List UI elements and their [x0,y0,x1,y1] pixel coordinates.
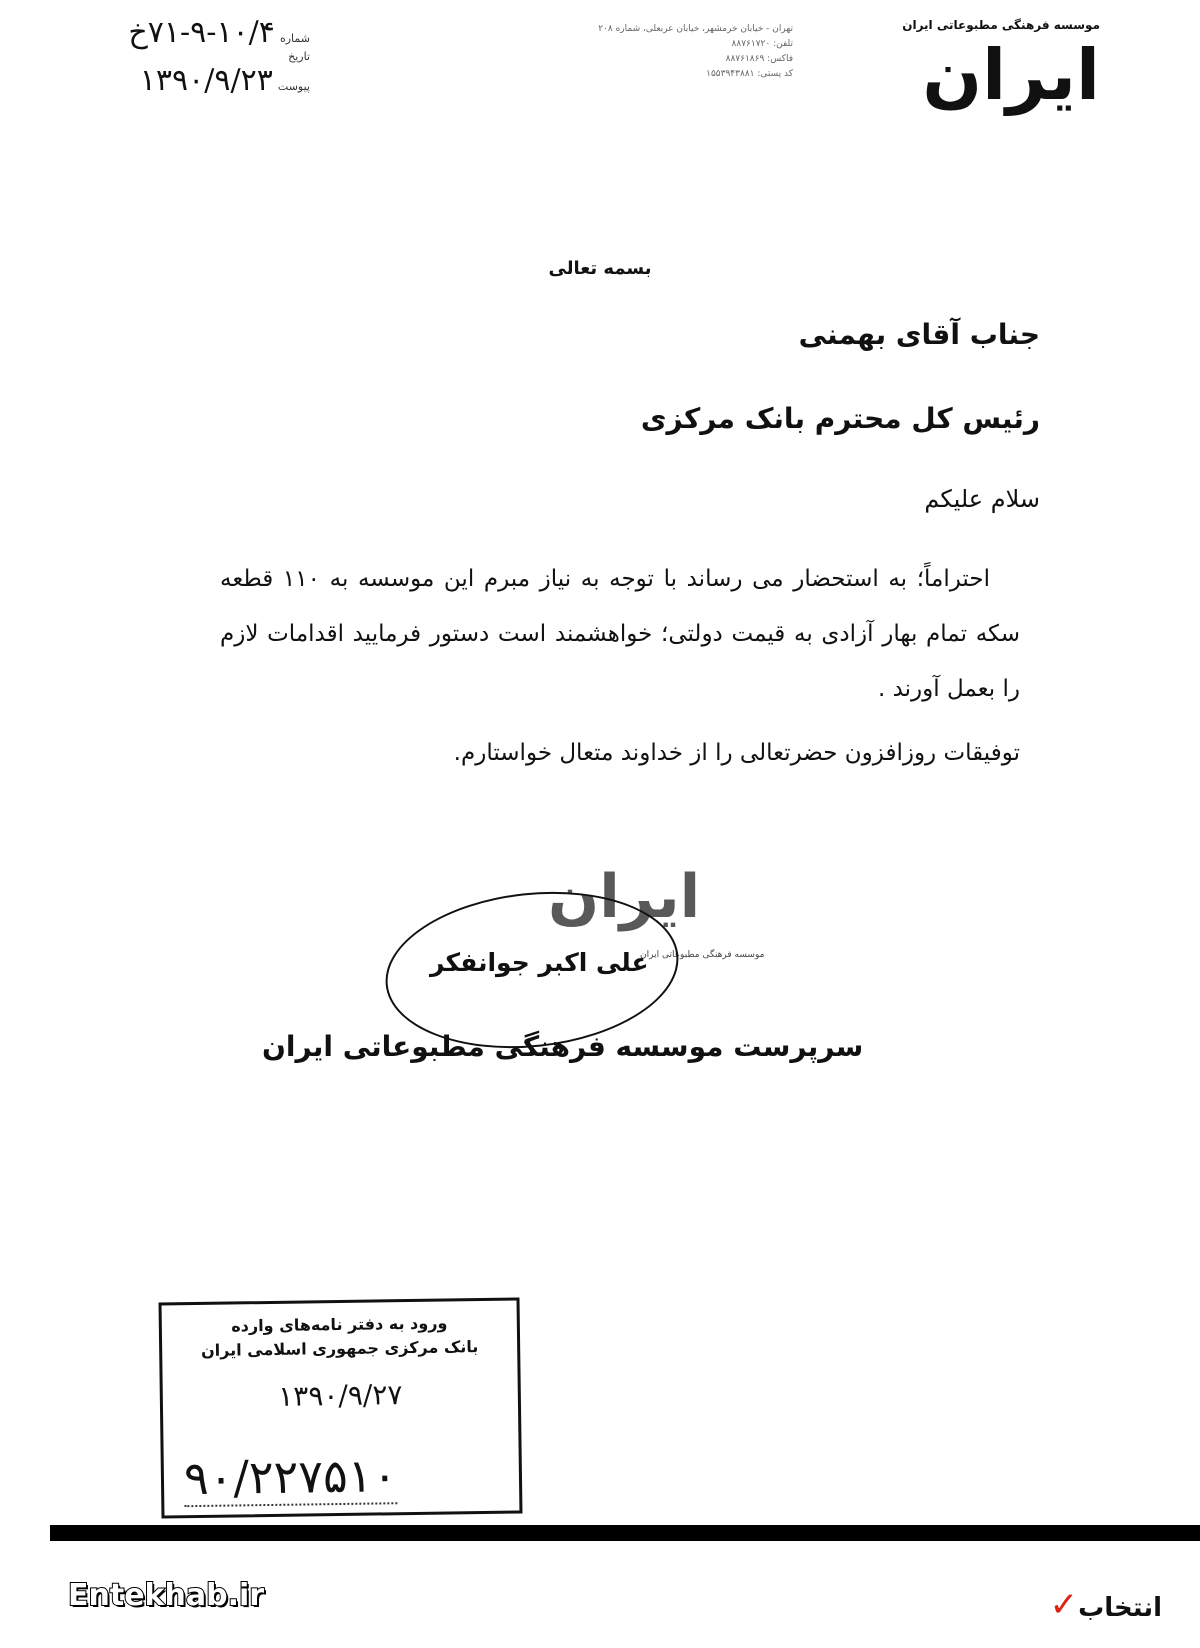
greeting: سلام علیکم [924,485,1040,513]
receipt-line1: ورود به دفتر نامه‌های وارده [231,1313,448,1336]
number-label: شماره [279,32,310,45]
footer-logo-text: انتخاب [1078,1593,1162,1623]
org-logo: ایران [922,34,1100,116]
basmala: بسمه تعالی [548,258,652,279]
attachment-label: پیوست [277,80,310,93]
org-address [548,22,793,82]
org-stamp-logo: ایران [548,862,701,932]
footer-divider [50,1525,1200,1541]
footer-logo [1050,1585,1162,1625]
addressee-title: رئیس کل محترم بانک مرکزی [640,402,1040,435]
org-stamp-caption: موسسه فرهنگی مطبوعاتی ایران [640,950,765,960]
signatory-name: علی اکبر جوانفکر [430,948,649,977]
receipt-line2: بانک مرکزی جمهوری اسلامی ایران [200,1337,479,1360]
addressee: جناب آقای بهمنی [798,318,1040,351]
receipt-stamp [159,1297,523,1518]
receipt-number: ۹۰/۲۲۷۵۱۰ [183,1448,398,1506]
org-caption: موسسه فرهنگی مطبوعاتی ایران [902,18,1100,32]
letter-paragraph: احتراماً؛ به استحضار می رساند با توجه به نیاز مبرم این موسسه به ۱۱۰ قطعه سکه تمام بهار آزادی به قیمت دولتی؛ خواهشمند است دستور فرمایید اقدامات لازم را بعمل آورند . [220,566,1020,702]
letter-meta [60,15,310,98]
checkmark-icon: ✓ [1049,1585,1079,1625]
site-watermark: Entekhab.ir [68,1578,265,1613]
address-line: تهران - خیابان خرمشهر، خیابان عربعلی، شماره ۲۰۸ [598,24,793,34]
signatory-title: سرپرست موسسه فرهنگی مطبوعاتی ایران [262,1030,864,1063]
number-value: ۱۰/۴-۹-۷۱خ [128,15,275,50]
address-line: کد پستی: ۱۵۵۳۹۴۳۸۸۱ [706,69,793,79]
closing: توفیقات روزافزون حضرتعالی را از خداوند متعال خواستارم. [453,740,1020,766]
date-label: تاریخ [288,50,310,63]
address-line: فاکس: ۸۸۷۶۱۸۶۹ [725,54,793,64]
address-line: تلفن: ۸۸۷۶۱۷۲۰ [731,39,793,49]
receipt-date: ۱۳۹۰/۹/۲۷ [278,1378,403,1413]
date-value: ۱۳۹۰/۹/۲۳ [139,63,273,98]
